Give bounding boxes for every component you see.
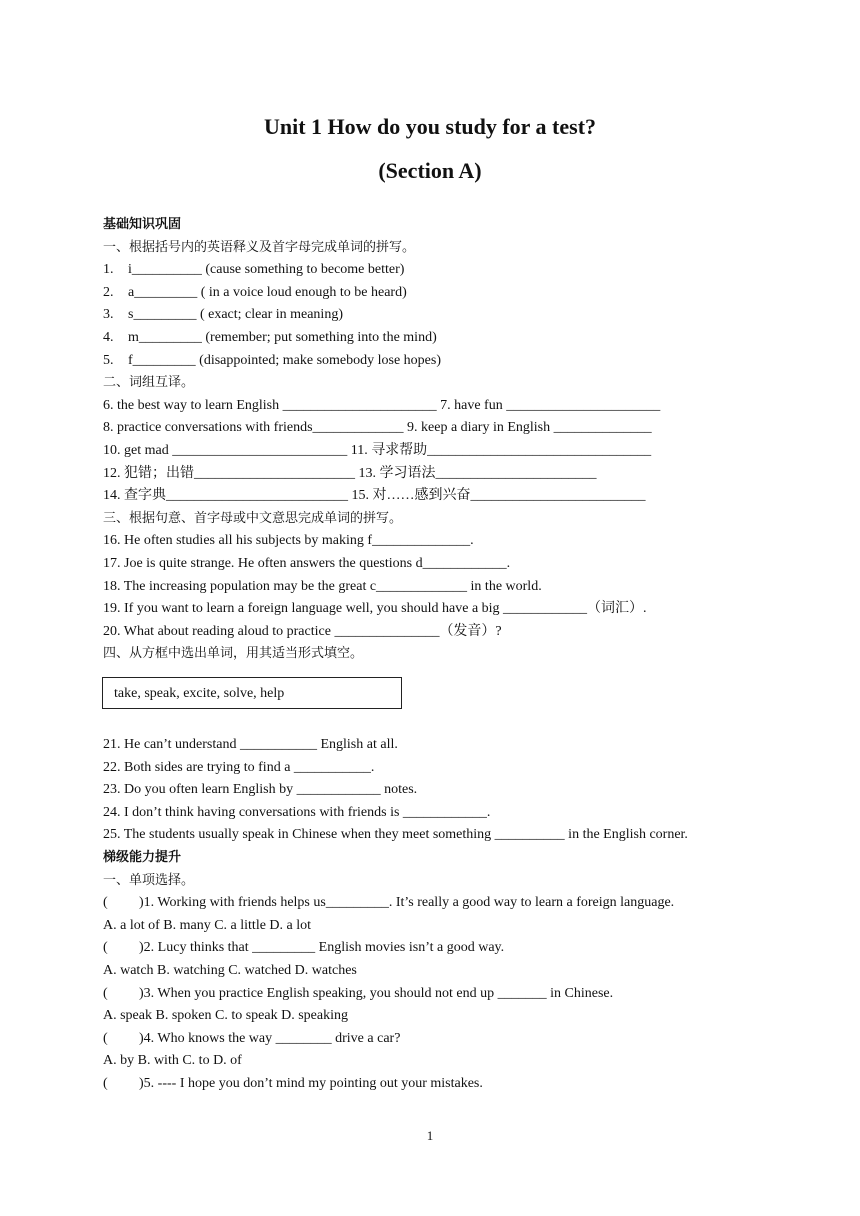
section-heading: 梯级能力提升 bbox=[103, 849, 182, 865]
item-number: 2. bbox=[103, 284, 114, 300]
exercise-item: 8. practice conversations with friends_____________ 9. keep a diary in English ______________ bbox=[103, 420, 652, 436]
paren-close: ) bbox=[139, 895, 144, 911]
exercise-item: 20. What about reading aloud to practice _______________（发音）? bbox=[103, 623, 502, 639]
item-text: s_________ ( exact; clear in meaning) bbox=[128, 307, 343, 323]
section-heading: 基础知识巩固 bbox=[103, 217, 182, 232]
exercise-item bbox=[103, 350, 803, 373]
item-number: 1. bbox=[103, 262, 114, 278]
item-text: m_________ (remember; put something into the mind) bbox=[128, 329, 437, 345]
paren-close: ) bbox=[139, 940, 144, 956]
paren-close: ) bbox=[139, 985, 144, 1001]
question-item bbox=[103, 1028, 823, 1051]
question-text: 2. Lucy thinks that _________ English movies isn’t a good way. bbox=[143, 940, 505, 956]
exercise-item: 24. I don’t think having conversations with friends is ____________. bbox=[103, 804, 491, 820]
question-item bbox=[103, 1073, 823, 1096]
question-text: 3. When you practice English speaking, you should not end up _______ in Chinese. bbox=[143, 985, 614, 1001]
exercise-item bbox=[103, 282, 803, 305]
exercise-item bbox=[103, 259, 803, 282]
exercise-item: 16. He often studies all his subjects by making f______________. bbox=[103, 533, 474, 549]
item-text: i__________ (cause something to become better) bbox=[128, 262, 405, 278]
word-box: take, speak, excite, solve, help bbox=[102, 677, 402, 709]
answer-options: A. speak B. spoken C. to speak D. speaking bbox=[103, 1008, 348, 1024]
exercise-item: 25. The students usually speak in Chinese when they meet something __________ in the English corner. bbox=[103, 827, 688, 843]
exercise-item: 10. get mad _________________________ 11. 寻求帮助________________________________ bbox=[103, 442, 652, 458]
exercise-part1 bbox=[103, 214, 803, 666]
answer-blank: ( bbox=[103, 1075, 108, 1091]
exercise-instruction: 一、根据括号内的英语释义及首字母完成单词的拼写。 bbox=[103, 239, 416, 255]
answer-blank: ( bbox=[103, 985, 108, 1001]
exercise-instruction: 三、根据句意、首字母或中文意思完成单词的拼写。 bbox=[103, 510, 403, 526]
exercise-instruction: 一、单项选择。 bbox=[103, 872, 195, 888]
question-item bbox=[103, 937, 823, 960]
paren-close: ) bbox=[139, 1075, 144, 1091]
question-text: 5. ---- I hope you don’t mind my pointing out your mistakes. bbox=[143, 1075, 483, 1091]
exercise-item: 21. He can’t understand ___________ English at all. bbox=[103, 737, 398, 752]
question-item bbox=[103, 983, 823, 1006]
item-number: 3. bbox=[103, 307, 114, 323]
answer-options: A. watch B. watching C. watched D. watches bbox=[103, 962, 357, 978]
exercise-item: 23. Do you often learn English by ____________ notes. bbox=[103, 782, 418, 798]
exercise-item: 6. the best way to learn English ______________________ 7. have fun ______________________ bbox=[103, 397, 661, 413]
exercise-item: 14. 查字典__________________________ 15. 对……感到兴奋_________________________ bbox=[103, 488, 646, 504]
item-number: 5. bbox=[103, 352, 114, 368]
exercise-item: 19. If you want to learn a foreign language well, you should have a big ____________（词汇）. bbox=[103, 601, 647, 617]
page-number: 1 bbox=[426, 1128, 434, 1143]
answer-options: A. by B. with C. to D. of bbox=[103, 1053, 242, 1069]
exercise-item: 12. 犯错；出错_______________________ 13. 学习语法_______________________ bbox=[103, 465, 597, 481]
question-text: 4. Who knows the way ________ drive a car? bbox=[143, 1030, 401, 1046]
exercise-item bbox=[103, 304, 803, 327]
exercise-item: 17. Joe is quite strange. He often answers the questions d____________. bbox=[103, 555, 511, 571]
exercise-instruction: 四、从方框中选出单词，用其适当形式填空。 bbox=[103, 646, 364, 662]
item-text: a_________ ( in a voice loud enough to be heard) bbox=[128, 284, 407, 300]
item-number: 4. bbox=[103, 329, 114, 345]
exercise-item bbox=[103, 327, 803, 350]
exercise-instruction: 二、词组互译。 bbox=[103, 375, 195, 391]
paren-close: ) bbox=[139, 1030, 144, 1046]
answer-blank: ( bbox=[103, 895, 108, 911]
exercise-item: 18. The increasing population may be the great c_____________ in the world. bbox=[103, 578, 542, 594]
item-text: f_________ (disappointed; make somebody lose hopes) bbox=[128, 352, 442, 368]
exercise-part2 bbox=[103, 734, 823, 1096]
answer-options: A. a lot of B. many C. a little D. a lot bbox=[103, 917, 312, 933]
exercise-item: 22. Both sides are trying to find a ___________. bbox=[103, 759, 375, 775]
answer-blank: ( bbox=[103, 940, 108, 956]
page-title: Unit 1 How do you study for a test? bbox=[263, 114, 597, 139]
page-subtitle: (Section A) bbox=[378, 158, 482, 183]
answer-blank: ( bbox=[103, 1030, 108, 1046]
question-item bbox=[103, 892, 823, 915]
question-text: 1. Working with friends helps us_________. It’s really a good way to learn a foreign language. bbox=[143, 895, 675, 911]
